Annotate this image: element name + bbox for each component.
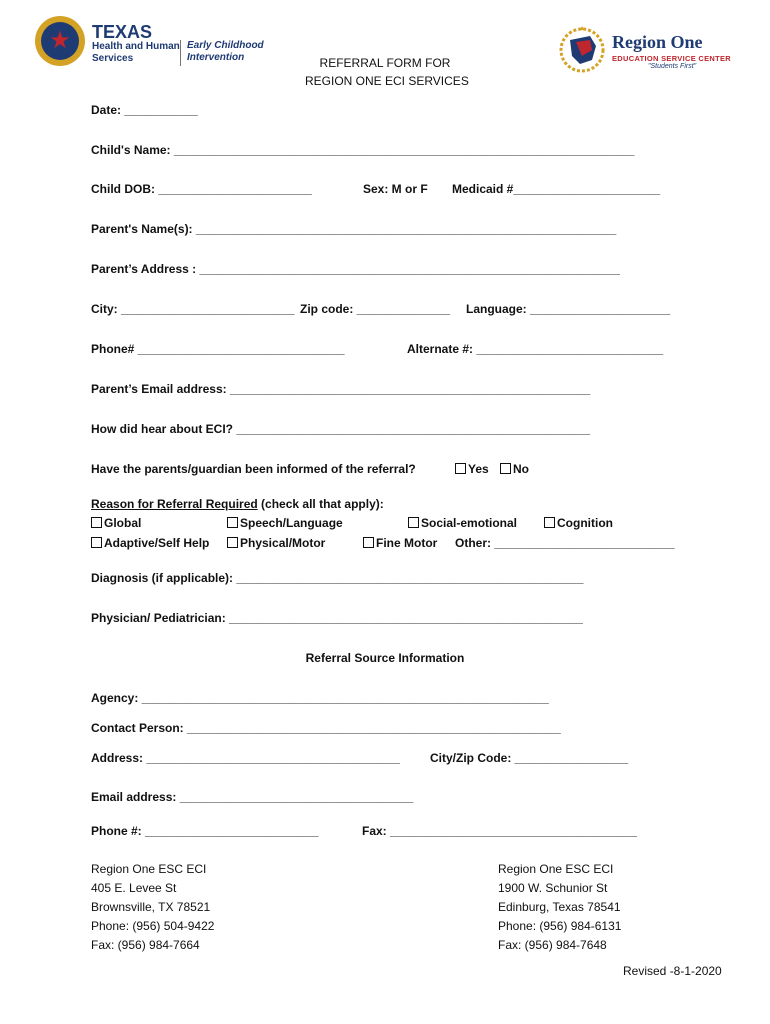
physician-field[interactable]: Physician/ Pediatrician: _____________________________________________________ bbox=[91, 611, 583, 625]
reason-heading-suffix: (check all that apply): bbox=[257, 497, 384, 511]
star-icon: ★ bbox=[49, 27, 71, 54]
office-left-line: Brownsville, TX 78521 bbox=[91, 900, 211, 914]
checkbox-icon bbox=[227, 517, 238, 528]
checkbox-icon bbox=[408, 517, 419, 528]
checkbox-icon bbox=[455, 463, 466, 474]
parent-email-field[interactable]: Parent’s Email address: ______________________________________________________ bbox=[91, 382, 591, 396]
adaptive-checkbox[interactable] bbox=[91, 536, 209, 550]
zip-field[interactable]: Zip code: ______________ bbox=[300, 302, 451, 316]
region-one-motto: "Students First" bbox=[648, 63, 697, 70]
hhs-line2: Services bbox=[92, 53, 134, 64]
date-field[interactable]: Date: ___________ bbox=[91, 103, 198, 117]
referral-source-heading: Referral Source Information bbox=[305, 651, 465, 665]
adaptive-label: Adaptive/Self Help bbox=[104, 536, 210, 550]
physical-label: Physical/Motor bbox=[240, 536, 326, 550]
hhs-line1: Health and Human bbox=[92, 41, 180, 52]
office-left-line: Region One ESC ECI bbox=[91, 862, 207, 876]
cognition-label: Cognition bbox=[557, 516, 613, 530]
language-field[interactable]: Language: _____________________ bbox=[466, 302, 671, 316]
global-checkbox[interactable] bbox=[91, 516, 141, 530]
no-label: No bbox=[513, 462, 529, 476]
checkbox-icon bbox=[544, 517, 555, 528]
office-left-line: Fax: (956) 984-7664 bbox=[91, 938, 200, 952]
office-right-line: Phone: (956) 984-6131 bbox=[498, 919, 622, 933]
region-one-emblem-icon bbox=[556, 26, 608, 74]
parents-name-field[interactable]: Parent's Name(s): _______________________________________________________________ bbox=[91, 222, 617, 236]
office-edinburg bbox=[498, 860, 621, 955]
checkbox-icon bbox=[500, 463, 511, 474]
region-one-subtitle: EDUCATION SERVICE CENTER bbox=[612, 54, 732, 63]
speech-checkbox[interactable] bbox=[227, 516, 343, 530]
region-one-name: Region One bbox=[612, 32, 703, 52]
physical-checkbox[interactable] bbox=[227, 536, 325, 550]
office-left-line: Phone: (956) 504-9422 bbox=[91, 919, 215, 933]
phone-field[interactable]: Phone# _______________________________ bbox=[91, 342, 345, 356]
hhs-texas-label: TEXAS bbox=[92, 22, 153, 42]
office-left-line: 405 E. Levee St bbox=[91, 881, 177, 895]
social-checkbox[interactable] bbox=[408, 516, 517, 530]
child-name-field[interactable]: Child's Name: _____________________________________________________________________ bbox=[91, 143, 635, 157]
eci-line1: Early Childhood bbox=[187, 40, 264, 51]
parents-address-field[interactable]: Parent’s Address : _______________________________________________________________ bbox=[91, 262, 620, 276]
title-line2: REGION ONE ECI SERVICES bbox=[305, 74, 469, 88]
address-field[interactable]: Address: ______________________________________ bbox=[91, 751, 400, 765]
office-right-line: Fax: (956) 984-7648 bbox=[498, 938, 607, 952]
checkbox-icon bbox=[227, 537, 238, 548]
source-phone-field[interactable]: Phone #: __________________________ bbox=[91, 824, 319, 838]
checkbox-icon bbox=[363, 537, 374, 548]
sex-field[interactable]: Sex: M or F bbox=[363, 182, 428, 196]
medicaid-field[interactable]: Medicaid #______________________ bbox=[452, 182, 661, 196]
fine-motor-label: Fine Motor bbox=[376, 536, 438, 550]
revised-date: Revised -8-1-2020 bbox=[623, 964, 722, 978]
office-right-line: 1900 W. Schunior St bbox=[498, 881, 608, 895]
eci-line2: Intervention bbox=[187, 52, 245, 63]
city-field[interactable]: City: __________________________ bbox=[91, 302, 295, 316]
office-right-line: Edinburg, Texas 78541 bbox=[498, 900, 621, 914]
reason-heading-underlined: Reason for Referral Required bbox=[91, 497, 258, 511]
how-heard-field[interactable]: How did hear about ECI? _____________________________________________________ bbox=[91, 422, 591, 436]
city-zip-field[interactable]: City/Zip Code: _________________ bbox=[430, 751, 629, 765]
office-brownsville bbox=[91, 860, 214, 955]
yes-checkbox[interactable] bbox=[455, 462, 489, 476]
informed-question: Have the parents/guardian been informed of the referral? bbox=[91, 462, 416, 476]
diagnosis-field[interactable]: Diagnosis (if applicable): ____________________________________________________ bbox=[91, 571, 584, 585]
no-checkbox[interactable] bbox=[500, 462, 529, 476]
speech-label: Speech/Language bbox=[240, 516, 343, 530]
global-label: Global bbox=[104, 516, 142, 530]
yes-label: Yes bbox=[468, 462, 489, 476]
reason-heading bbox=[91, 497, 384, 511]
fine-motor-checkbox[interactable] bbox=[363, 536, 437, 550]
alternate-field[interactable]: Alternate #: ____________________________ bbox=[407, 342, 664, 356]
contact-person-field[interactable]: Contact Person: ________________________________________________________ bbox=[91, 721, 561, 735]
social-label: Social-emotional bbox=[421, 516, 518, 530]
office-right-line: Region One ESC ECI bbox=[498, 862, 614, 876]
source-email-field[interactable]: Email address: ___________________________________ bbox=[91, 790, 414, 804]
source-fax-field[interactable]: Fax: _____________________________________ bbox=[362, 824, 637, 838]
cognition-checkbox[interactable] bbox=[544, 516, 613, 530]
agency-field[interactable]: Agency: _____________________________________________________________ bbox=[91, 691, 549, 705]
title-line1: REFERRAL FORM FOR bbox=[319, 56, 451, 70]
checkbox-icon bbox=[91, 517, 102, 528]
child-dob-field[interactable]: Child DOB: _______________________ bbox=[91, 182, 312, 196]
checkbox-icon bbox=[91, 537, 102, 548]
other-field[interactable]: Other: ___________________________ bbox=[455, 536, 675, 550]
